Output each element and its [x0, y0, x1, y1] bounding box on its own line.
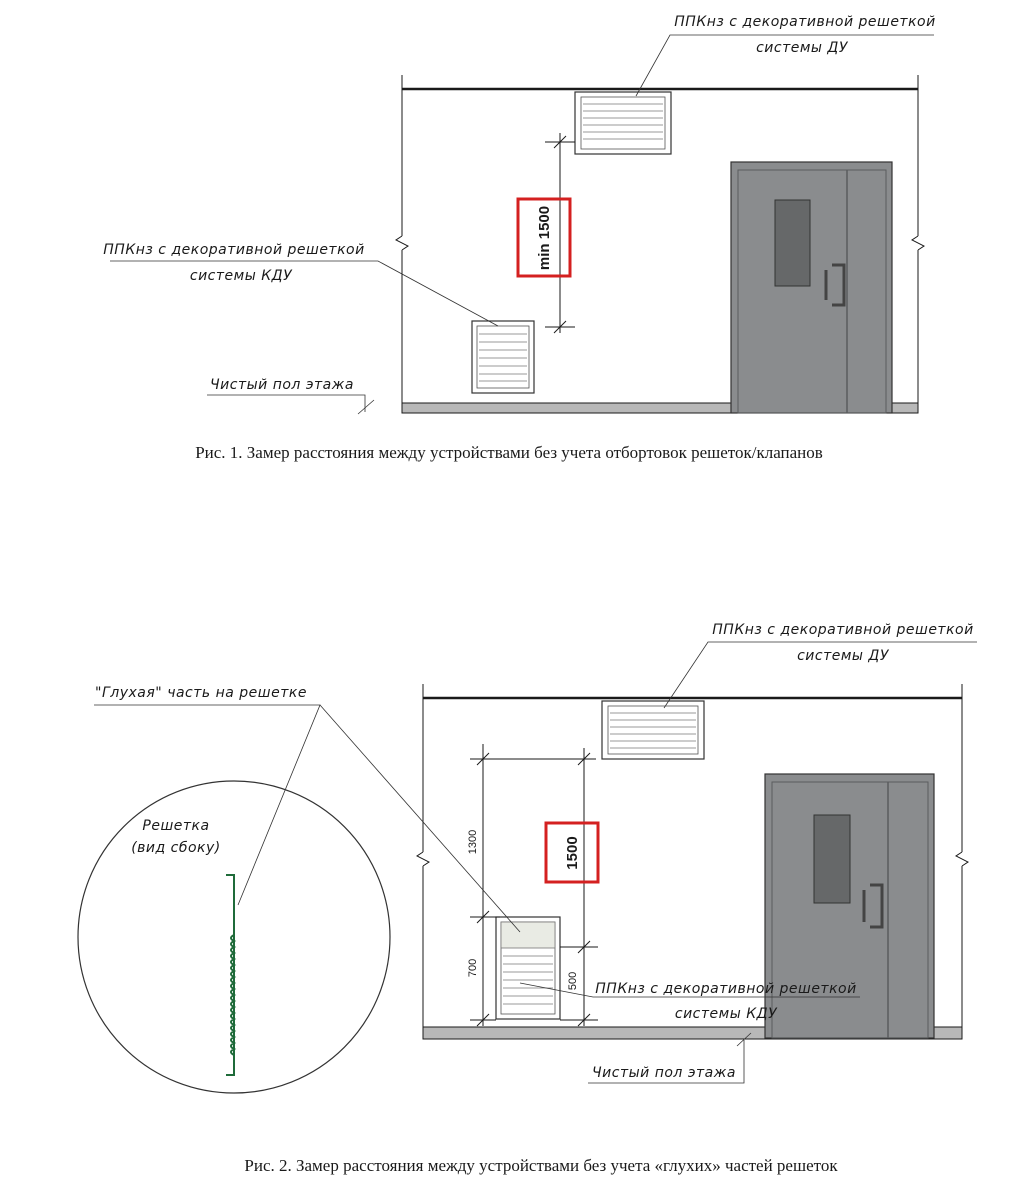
caption-2: Рис. 2. Замер расстояния между устройствами без учета «глухих» частей решеток [244, 1156, 838, 1175]
figure-1 [103, 14, 935, 462]
label-kdu-line1: ППКнз с декоративной решеткой [103, 242, 365, 258]
label-blind: "Глухая" часть на решетке [95, 685, 307, 701]
grille-du-icon-2 [602, 701, 704, 759]
label-kdu2-line2: системы КДУ [674, 1006, 778, 1022]
caption-1: Рис. 1. Замер расстояния между устройствами без учета отбортовок решеток/клапанов [195, 443, 823, 462]
grille-side-view-icon [226, 875, 234, 1075]
label-floor: Чистый пол этажа [210, 377, 354, 393]
label-du2-line1: ППКнз с декоративной решеткой [712, 622, 974, 638]
dim-700: 700 [467, 958, 479, 978]
label-du-line2: системы ДУ [756, 40, 848, 56]
dimension-text-2: 1500 [564, 836, 581, 870]
left-wall-break-2 [417, 684, 429, 1030]
dim-1300: 1300 [467, 829, 479, 855]
leader-blind-b [320, 705, 520, 932]
label-du-line1: ППКнз с декоративной решеткой [674, 14, 936, 30]
door-icon [731, 162, 892, 413]
dim-500: 500 [567, 971, 579, 991]
detail-label-line1: Решетка [142, 818, 210, 834]
detail-label-line2: (вид сбоку) [131, 840, 221, 856]
blind-part [501, 922, 555, 948]
label-kdu-line2: системы КДУ [189, 268, 293, 284]
grille-du-icon [575, 92, 671, 154]
right-wall-break-2 [956, 684, 968, 1030]
door-icon-2 [765, 774, 934, 1038]
leader-kdu [110, 261, 498, 326]
grille-kdu-icon-2 [496, 917, 560, 1019]
leader-blind [94, 705, 320, 905]
grille-kdu-icon [472, 321, 534, 393]
figure-2 [78, 622, 977, 1175]
leader-floor [207, 395, 365, 412]
label-du2-line2: системы ДУ [797, 648, 889, 664]
left-wall-break [396, 75, 408, 405]
label-kdu2-line1: ППКнз с декоративной решеткой [595, 981, 857, 997]
right-wall-break [912, 75, 924, 405]
label-floor-2: Чистый пол этажа [592, 1065, 736, 1081]
dimension-text-1: min 1500 [536, 205, 553, 271]
